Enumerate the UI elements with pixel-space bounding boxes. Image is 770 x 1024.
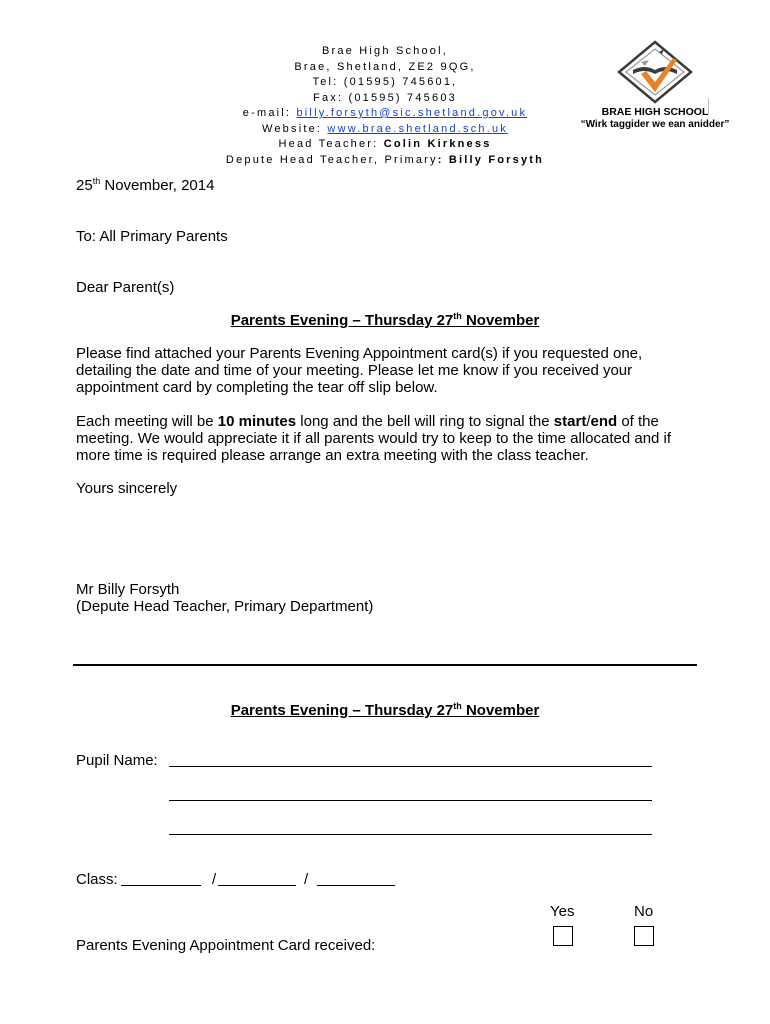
head-teacher-name: Colin Kirkness	[383, 138, 492, 150]
school-crest-icon	[615, 40, 695, 104]
depute-label: Depute Head Teacher, Primary	[225, 153, 438, 166]
email-line	[200, 106, 570, 122]
school-tel: Tel: (01595) 745601,	[312, 76, 458, 88]
tear-off-divider	[73, 664, 697, 666]
signer-name: Mr Billy Forsyth	[76, 581, 180, 598]
slip-heading-month: November	[461, 702, 540, 719]
head-teacher-label: Head Teacher:	[278, 138, 384, 150]
slip-heading	[0, 702, 770, 719]
email-label: e-mail:	[242, 107, 297, 119]
slip-heading-text: Parents Evening – Thursday 27	[230, 702, 454, 719]
website-label: Website:	[261, 122, 328, 135]
heading-month: November	[461, 312, 540, 329]
date-day: 25	[76, 177, 93, 194]
class-field-2[interactable]	[218, 885, 296, 886]
school-fax: Fax: (01595) 745603	[313, 91, 457, 104]
paragraph-meeting	[76, 413, 696, 464]
no-checkbox[interactable]	[634, 926, 654, 946]
class-field-1[interactable]	[121, 885, 201, 886]
salutation: Dear Parent(s)	[76, 279, 175, 296]
logo-school-name: BRAE HIGH SCHOOL	[601, 106, 709, 118]
pupil-name-field-3[interactable]	[169, 834, 652, 835]
class-field-3[interactable]	[317, 885, 395, 886]
head-teacher-line	[200, 137, 570, 153]
signer-title: (Depute Head Teacher, Primary Department)	[76, 598, 374, 615]
letter-heading	[0, 312, 770, 329]
class-label: Class:	[76, 871, 118, 888]
depute-line	[200, 153, 570, 169]
school-logo	[565, 40, 745, 130]
school-name: Brae High School,	[321, 45, 449, 57]
heading-suffix: th	[453, 311, 462, 321]
slip-heading-suffix: th	[453, 701, 462, 711]
pupil-name-field-1[interactable]	[169, 766, 652, 767]
logo-motto: “Wirk taggider we ean anidder”	[580, 119, 730, 130]
para2-text-a: Each meeting will be	[76, 413, 218, 430]
recipient-line: To: All Primary Parents	[76, 228, 228, 245]
depute-name: : Billy Forsyth	[437, 153, 545, 166]
para2-duration: 10 minutes	[217, 413, 297, 430]
yes-label: Yes	[550, 903, 575, 920]
class-slash-2: /	[304, 871, 309, 888]
date-suffix: th	[92, 176, 101, 186]
yes-checkbox[interactable]	[553, 926, 573, 946]
closing: Yours sincerely	[76, 480, 178, 497]
para2-text-c: of the meeting. We would appreciate it if all parents would try to keep to the time allocated and if more time is required please arrange an extra meeting with the class teacher.	[76, 413, 672, 464]
date-rest: November, 2014	[100, 177, 215, 194]
email-link[interactable]: billy.forsyth@sic.shetland.gov.uk	[296, 107, 528, 119]
pupil-name-label: Pupil Name:	[76, 752, 158, 769]
no-label: No	[634, 903, 654, 920]
pupil-name-field-2[interactable]	[169, 800, 652, 801]
para2-slash: /	[586, 413, 591, 430]
para2-end: end	[590, 413, 618, 430]
card-received-label: Parents Evening Appointment Card received:	[76, 937, 376, 954]
website-link[interactable]: www.brae.shetland.sch.uk	[327, 122, 509, 135]
heading-text: Parents Evening – Thursday 27	[230, 312, 454, 329]
school-address: Brae, Shetland, ZE2 9QG,	[294, 60, 476, 73]
class-slash-1: /	[212, 871, 217, 888]
website-line	[200, 122, 570, 138]
letter-date	[76, 177, 214, 194]
school-header	[200, 44, 570, 168]
paragraph-appointment: Please find attached your Parents Evening Appointment card(s) if you requested one, detailing the date and time of your meeting. Please let me know if you received your appointment card by completing the tear off slip below.	[76, 345, 643, 396]
para2-start: start	[553, 413, 587, 430]
para2-text-b: long and the bell will ring to signal the	[296, 413, 554, 430]
logo-divider	[708, 98, 709, 114]
